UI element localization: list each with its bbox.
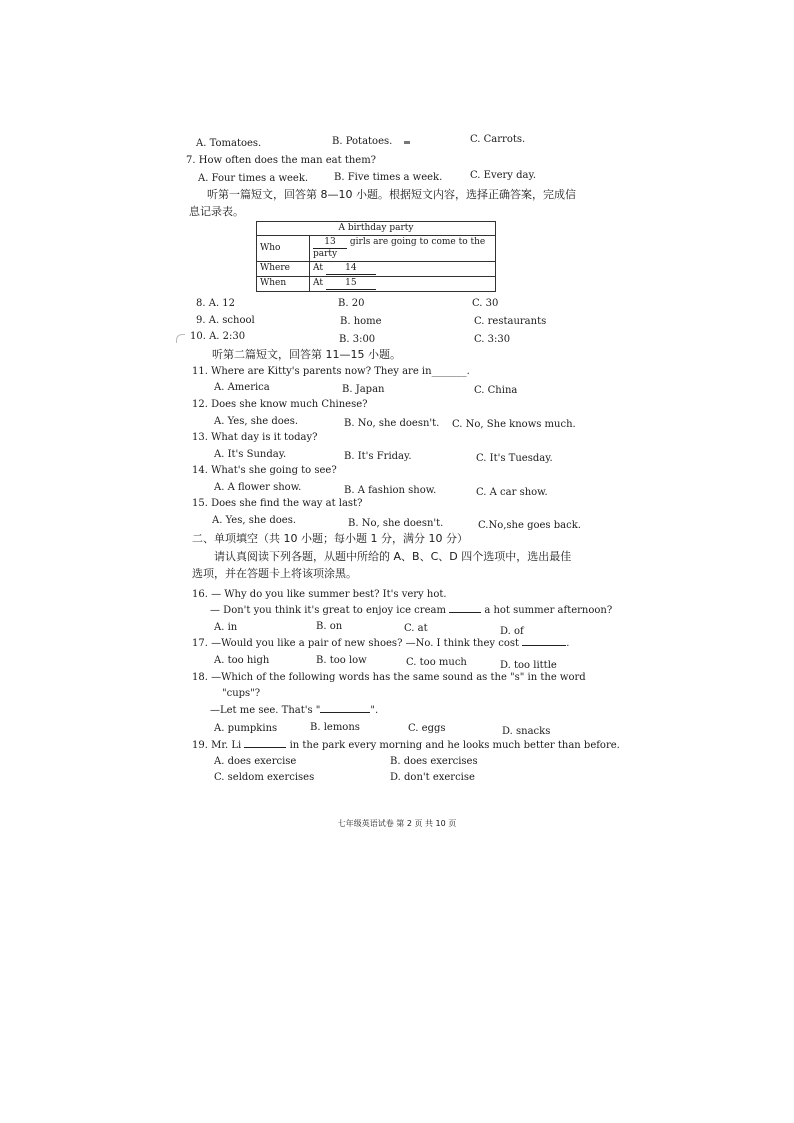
table-where-label: Where <box>257 262 310 277</box>
q8-option-a: 8. A. 12 <box>196 298 236 309</box>
q11-option-a: A. America <box>214 382 270 393</box>
q18-option-d: D. snacks <box>502 726 551 737</box>
q11-option-c: C. China <box>474 385 518 396</box>
q17-option-d: D. too little <box>500 660 557 671</box>
table-where-prefix: At <box>313 263 323 273</box>
q15-option-b: B. No, she doesn't. <box>348 518 444 529</box>
q15-option-a: A. Yes, she does. <box>212 515 297 526</box>
birthday-party-table <box>256 221 496 292</box>
scan-artifact <box>176 334 185 343</box>
section2-instruction-line1: 请认真阅读下列各题，从题中所给的 A、B、C、D 四个选项中，选出最佳 <box>214 550 572 563</box>
q15-option-c: C.No,she goes back. <box>478 520 581 531</box>
q14-stem: 14. What's she going to see? <box>192 465 337 476</box>
q19-stem <box>192 740 620 752</box>
q10-option-a: 10. A. 2:30 <box>190 331 246 342</box>
table-who-label: Who <box>257 236 310 262</box>
passage1-intro-line2: 息记录表。 <box>189 205 244 218</box>
q7-option-b: B. Five times a week. <box>334 172 443 183</box>
q17-stem: 17. —Would you like a pair of new shoes? —No. I think they cost . <box>192 638 570 649</box>
table-who-text2: party <box>313 249 338 259</box>
table-who-cell <box>310 236 496 262</box>
q9-option-c: C. restaurants <box>474 316 547 327</box>
q13-option-c: C. It's Tuesday. <box>476 453 553 464</box>
q18-blank <box>320 712 370 713</box>
q17-stem-text: 17. —Would you like a pair of new shoes? —No. I think they cost <box>192 638 519 649</box>
q16-line2-pre: — Don't you think it's great to enjoy ice cream <box>210 605 446 616</box>
q12-option-c: C. No, She knows much. <box>452 419 576 430</box>
q19-blank <box>244 747 286 748</box>
table-who-text: girls are going to come to the <box>349 237 486 247</box>
section2-instruction-line2: 选项，并在答题卡上将该项涂黑。 <box>192 567 357 580</box>
q18-line3-pre: —Let me see. That's " <box>210 705 321 716</box>
q14-option-b: B. A fashion show. <box>344 485 437 496</box>
page-footer: 七年级英语试卷 第 2 页 共 10 页 <box>337 819 457 828</box>
q6-option-c: C. Carrots. <box>470 134 526 145</box>
q18-option-b: B. lemons <box>310 722 360 733</box>
q18-option-a: A. pumpkins <box>214 723 278 734</box>
q16-option-d: D. of <box>500 626 524 637</box>
q13-option-a: A. It's Sunday. <box>214 449 287 460</box>
q6-option-a: A. Tomatoes. <box>196 138 262 149</box>
q14-option-a: A. A flower show. <box>214 482 302 493</box>
q16-option-b: B. on <box>316 621 343 632</box>
q9-option-b: B. home <box>340 316 382 327</box>
q13-option-b: B. It's Friday. <box>344 451 412 462</box>
q16-option-c: C. at <box>404 623 428 634</box>
q15-stem: 15. Does she find the way at last? <box>192 498 363 509</box>
q16-line2-post: a hot summer afternoon? <box>484 605 613 616</box>
q19-option-d: D. don't exercise <box>390 772 475 783</box>
q9-option-a: 9. A. school <box>196 315 255 326</box>
q18-option-c: C. eggs <box>408 723 446 734</box>
q18-line3 <box>210 705 378 717</box>
blank-13: 13 <box>313 237 347 249</box>
q19-option-c: C. seldom exercises <box>214 772 315 783</box>
q16-line1: 16. — Why do you like summer best? It's very hot. <box>192 589 447 600</box>
q7-option-a: A. Four times a week. <box>198 173 309 184</box>
q17-option-b: B. too low <box>316 655 367 666</box>
q17-blank <box>522 645 566 646</box>
q19-stem-pre: 19. Mr. Li <box>192 740 242 751</box>
blank-15: 15 <box>326 278 376 290</box>
q17-option-a: A. too high <box>214 655 270 666</box>
q12-option-b: B. No, she doesn't. <box>344 418 440 429</box>
table-when-cell <box>310 277 496 292</box>
scan-smudge <box>404 141 410 144</box>
q16-option-a: A. in <box>214 622 238 633</box>
q19-option-a: A. does exercise <box>214 756 297 767</box>
q13-stem: 13. What day is it today? <box>192 432 318 443</box>
q8-option-c: C. 30 <box>472 298 499 309</box>
q18-line3-post: ". <box>370 705 379 716</box>
q18-line2: "cups"? <box>222 688 261 699</box>
q7-stem: 7. How often does the man eat them? <box>186 155 377 166</box>
q7-option-c: C. Every day. <box>470 170 536 181</box>
q12-stem: 12. Does she know much Chinese? <box>192 399 368 410</box>
passage1-intro-line1: 听第一篇短文，回答第 8—10 小题。根据短文内容，选择正确答案，完成信 <box>207 188 576 201</box>
table-when-prefix: At <box>313 278 323 288</box>
blank-14: 14 <box>326 263 376 275</box>
q8-option-b: B. 20 <box>338 298 365 309</box>
passage2-intro: 听第二篇短文，回答第 11—15 小题。 <box>212 348 401 361</box>
q18-line1: 18. —Which of the following words has the same sound as the "s" in the word <box>192 672 586 683</box>
table-when-label: When <box>257 277 310 292</box>
q6-option-b: B. Potatoes. <box>332 136 393 147</box>
q12-option-a: A. Yes, she does. <box>214 416 299 427</box>
q17-option-c: C. too much <box>406 657 467 668</box>
q11-option-b: B. Japan <box>342 384 385 395</box>
table-title: A birthday party <box>257 222 496 236</box>
q19-option-b: B. does exercises <box>390 756 478 767</box>
section2-title: 二、单项填空（共 10 小题；每小题 1 分，满分 10 分） <box>192 532 468 545</box>
q16-line2 <box>210 605 612 617</box>
q10-option-b: B. 3:00 <box>339 334 376 345</box>
q10-option-c: C. 3:30 <box>474 334 511 345</box>
q16-blank <box>449 612 481 613</box>
q11-stem: 11. Where are Kitty's parents now? They are in_______. <box>192 366 470 377</box>
table-where-cell <box>310 262 496 277</box>
q19-stem-post: in the park every morning and he looks much better than before. <box>289 740 620 751</box>
q14-option-c: C. A car show. <box>476 487 548 498</box>
